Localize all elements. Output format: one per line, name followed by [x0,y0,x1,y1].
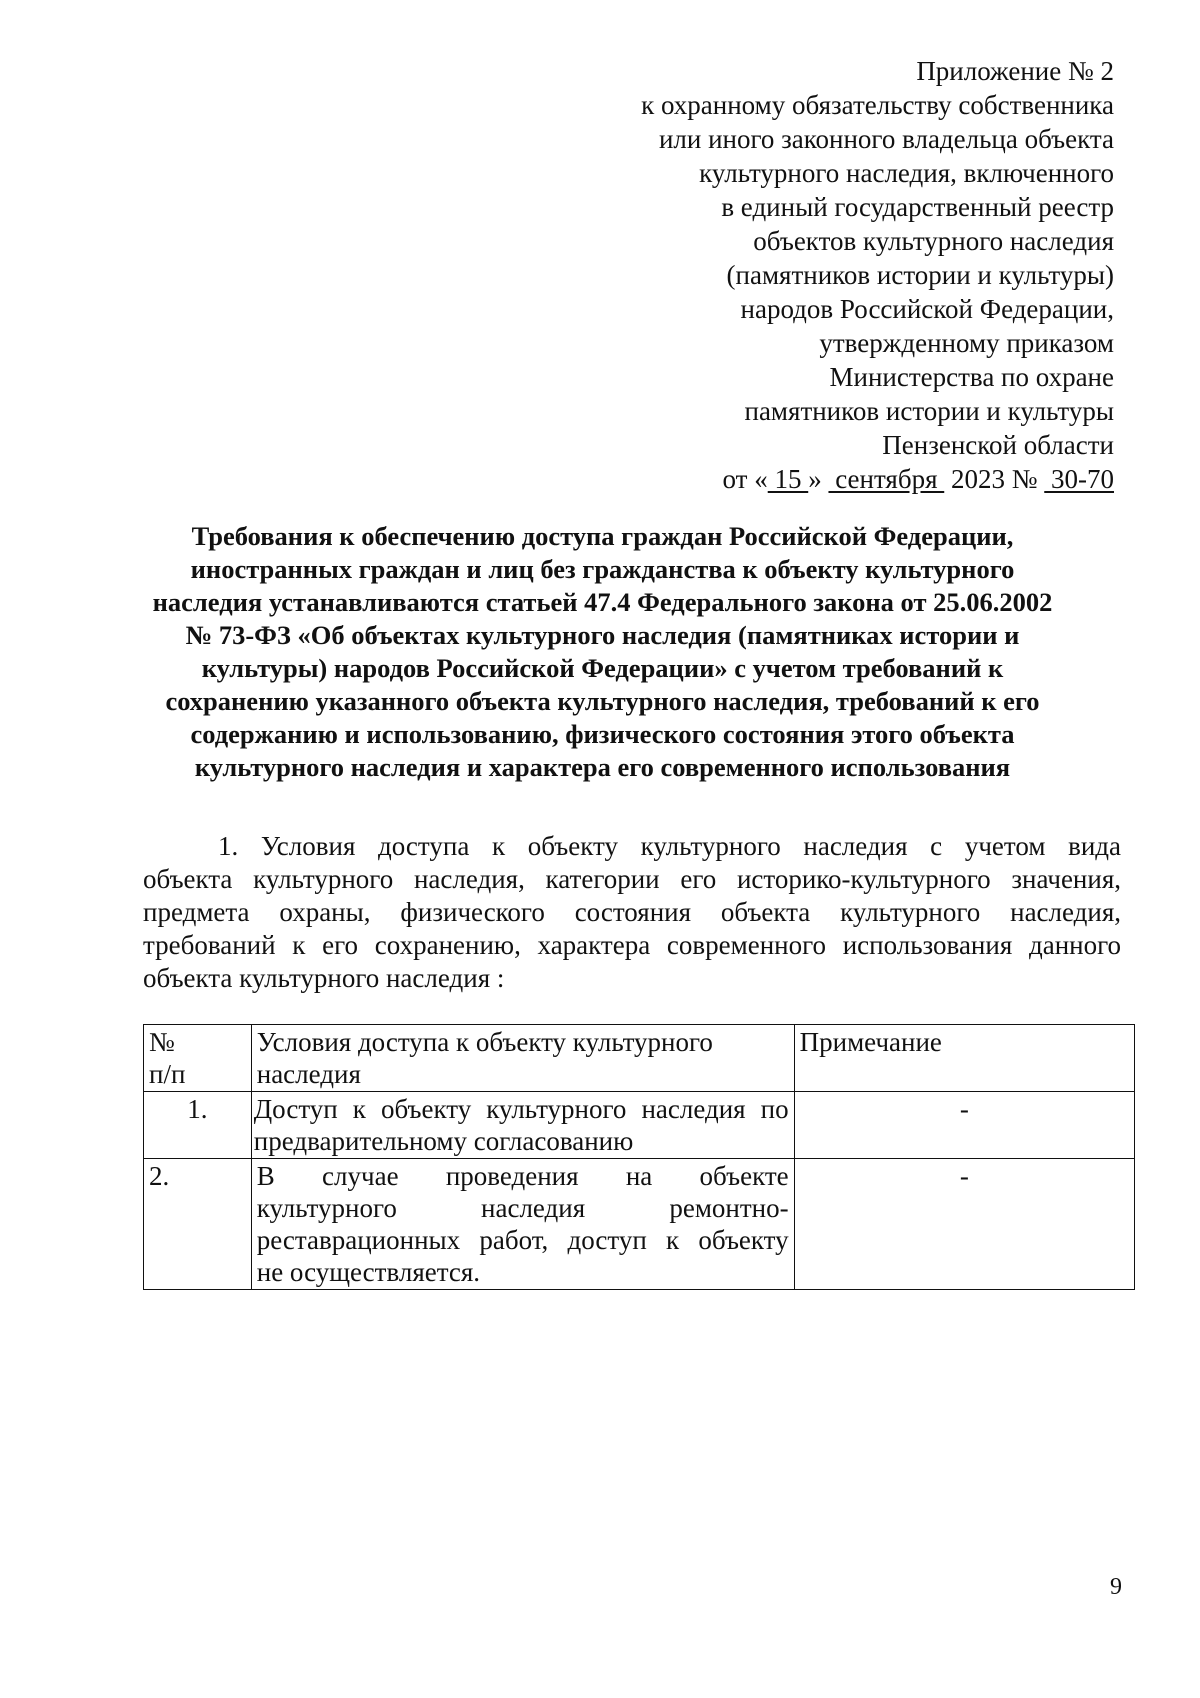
row-num-cell: 1. [144,1092,252,1159]
date-mid: » [808,464,829,494]
paragraph-line: объекта культурного наследия : [143,963,505,993]
row-condition-cell [251,1092,794,1159]
header-num-line: п/п [149,1059,186,1089]
appendix-line: Приложение № 2 [916,56,1114,86]
appendix-line: или иного законного владельца объекта [658,124,1114,154]
header-conditions-cell [251,1025,794,1092]
conditions-paragraph [143,830,1121,995]
row-condition-line: предварительному согласованию [253,1126,634,1156]
row-num-cell: 2. [144,1159,252,1290]
appendix-line: к охранному обязательству собственника [641,90,1114,120]
title-line: культуры) народов Российской Федерации» с учетом требований к [201,653,1004,683]
access-conditions-table [143,1024,1135,1290]
header-conditions-line: наследия [256,1059,361,1089]
header-conditions-line: Условия доступа к объекту культурного [256,1027,713,1057]
appendix-line: утвержденному приказом [819,328,1114,358]
appendix-line: (памятников истории и культуры) [726,260,1114,290]
appendix-line: объектов культурного наследия [753,226,1114,256]
title-line: наследия устанавливаются статьей 47.4 Федерального закона от 25.06.2002 [152,587,1053,617]
header-note-cell: Примечание [794,1025,1134,1092]
row-condition-line: не осуществляется. [256,1257,481,1287]
document-title [130,520,1075,784]
appendix-line: в единый государственный реестр [721,192,1114,222]
paragraph-line: предмета охраны, физического состояния объекта культурного наследия, [143,897,1121,927]
paragraph-line: объекта культурного наследия, категории его историко-культурного значения, [143,864,1121,894]
appendix-line: народов Российской Федерации, [740,294,1114,324]
row-condition-line: реставрационных работ, доступ к объекту [256,1225,789,1255]
title-line: сохранению указанного объекта культурного наследия, требований к его [165,686,1040,716]
appendix-line: культурного наследия, включенного [699,158,1114,188]
title-line: № 73-ФЗ «Об объектах культурного наследия (памятниках истории и [185,620,1020,650]
appendix-line: Пензенской области [882,430,1114,460]
row-condition-line: Доступ к объекту культурного наследия по [253,1094,789,1124]
table-row [144,1159,1135,1290]
row-note-cell: - [794,1159,1134,1290]
table-header-row [144,1025,1135,1092]
title-line: Требования к обеспечению доступа граждан Российской Федерации, [191,521,1014,551]
row-condition-line: культурного наследия ремонтно- [256,1193,789,1223]
row-condition-line: В случае проведения на объекте [256,1161,789,1191]
order-number: 30-70 [1044,464,1114,494]
paragraph-line: 1. Условия доступа к объекту культурного наследия с учетом вида [218,831,1121,861]
date-year: 2023 № [944,464,1045,494]
date-prefix: от « [722,464,768,494]
title-line: культурного наследия и характера его современного использования [194,752,1011,782]
row-note-cell: - [794,1092,1134,1159]
appendix-line: памятников истории и культуры [744,396,1114,426]
date-month: сентября [828,464,945,494]
table-row [144,1092,1135,1159]
header-num-line: № [149,1027,175,1057]
title-line: содержанию и использованию, физического состояния этого объекта [190,719,1015,749]
title-line: иностранных граждан и лиц без гражданства к объекту культурного [190,554,1015,584]
row-condition-cell [251,1159,794,1290]
date-day: 15 [767,464,809,494]
paragraph-line: требований к его сохранению, характера современного использования данного [143,930,1121,960]
appendix-header [554,54,1114,496]
appendix-date-line [554,462,1114,496]
page-number: 9 [1110,1574,1122,1600]
header-num-cell [144,1025,252,1092]
appendix-line: Министерства по охране [829,362,1114,392]
